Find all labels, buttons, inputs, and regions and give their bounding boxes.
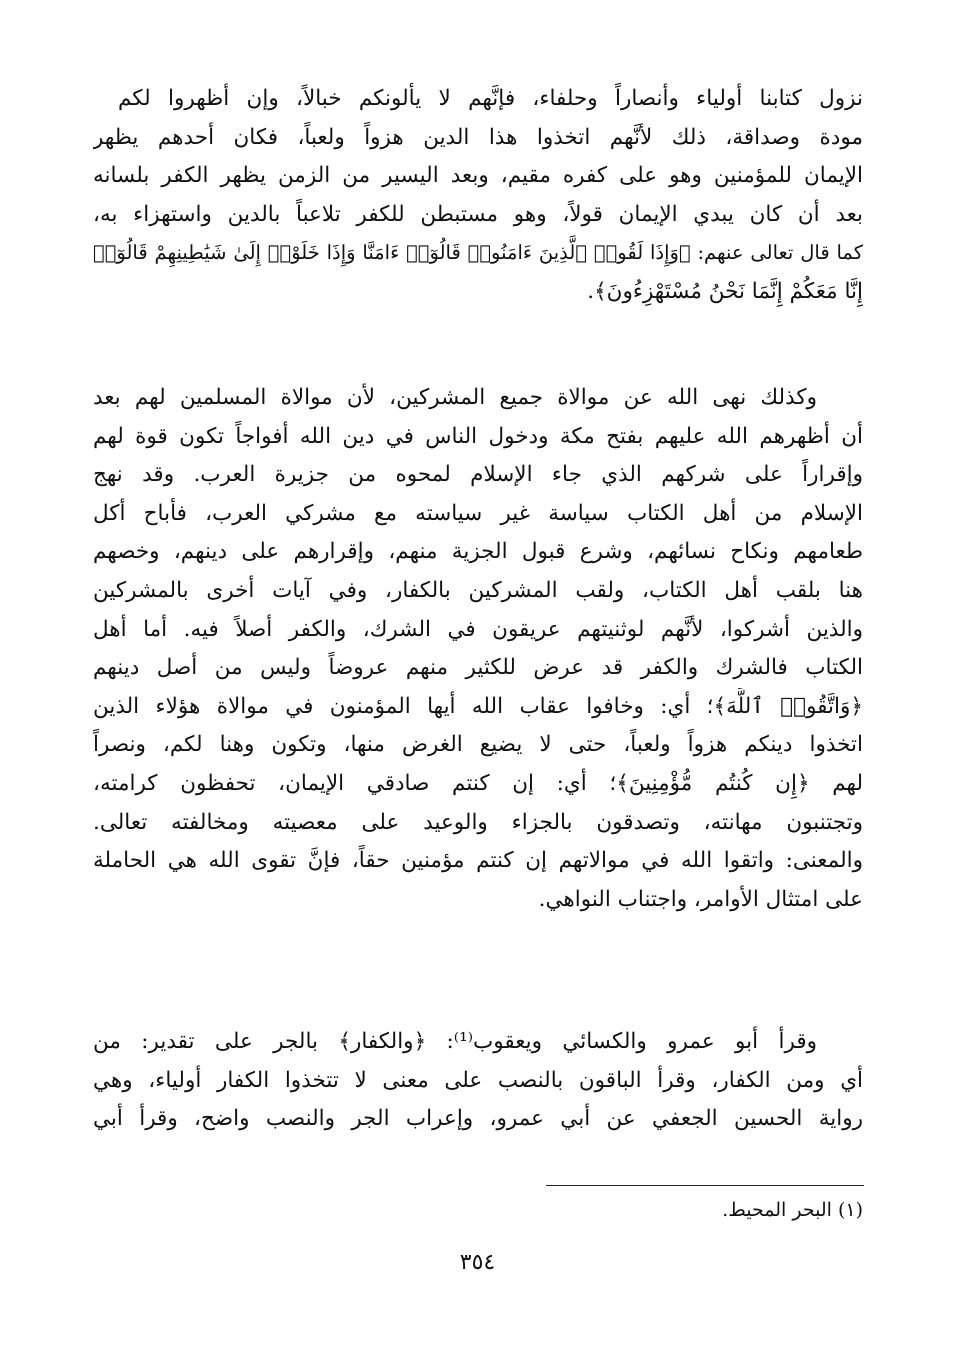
text-line: وقرأ أبو عمرو والكسائي ويعقوب⁽¹⁾: ﴿والكفار﴾ بالجر على تقدير: من [93,1029,817,1054]
text-line: اتخذوا دينكم هزواً ولعباً، حتى لا يضيع الغرض منها، وتكون وهنا لكم، ونصراً [93,732,863,758]
text-line: الكتاب فالشرك والكفر قد عرض للكثير منهم عروضاً وليس من أصل دينهم [93,655,863,681]
footnote-divider [546,1185,864,1186]
text-line: على امتثال الأوامر، واجتناب النواهي. [538,886,863,912]
quran-verse-line: إِنَّا مَعَكُمْ إِنَّمَا نَحْنُ مُسْتَهْزِءُونَ﴾. [587,278,863,304]
text-line: أي ومن الكفار، وقرأ الباقون بالنصب على معنى لا تتخذوا الكفار أولياء، وهي [93,1067,863,1093]
footnote: (١) البحر المحيط. [722,1199,863,1221]
quran-verse-line: كما قال تعالى عنهم: ﴿وَإِذَا لَقُوا۟ ٱلَّذِينَ ءَامَنُوا۟ قَالُوٓا۟ ءَامَنَّا وَإِذَا خَلَوْا۟ إِلَىٰ شَيَٰطِينِهِمْ قَالُوٓا۟ [93,241,863,265]
text-line: وكذلك نهى الله عن موالاة جميع المشركين، لأن موالاة المسلمين لهم بعد [93,385,817,410]
text-line: الإيمان للمؤمنين وهو على كفره مقيم، وبعد اليسير من الزمن يظهر الكفر بلسانه [93,163,863,189]
text-line: بعد أن كان يبدي الإيمان قولاً، وهو مستبطن للكفر تلاعباً بالدين واستهزاء به، [93,201,863,227]
page-number: ٣٥٤ [459,1250,496,1275]
quran-verse-line: لهم ﴿إِن كُنتُم مُّؤْمِنِينَ﴾؛ أي: إن كنتم صادقي الإيمان، تحفظون كرامته، [93,770,863,796]
paragraph-2 [93,379,863,919]
text-line: وتجتنبون مهانته، وتصدقون بالجزاء والوعيد على معصيته ومخالفته تعالى. [93,809,863,835]
text-line: رواية الحسين الجعفي عن أبي عمرو، وإعراب الجر والنصب واضح، وقرأ أبي [93,1106,863,1132]
text-line: هنا بلقب أهل الكتاب، ولقب المشركين بالكفار، وفي آيات أخرى بالمشركين [93,577,863,603]
paragraph-3 [93,1023,863,1139]
quran-verse-line: ﴿وَاتَّقُوا۟ ٱللَّهَ﴾؛ أي: وخافوا عقاب الله أيها المؤمنون في موالاة هؤلاء الذين [93,693,863,719]
text-line: مودة وصداقة، ذلك لأنَّهم اتخذوا هذا الدين هزواً ولعباً، فكان أحدهم يظهر [93,124,863,150]
paragraph-1 [93,80,863,312]
text-line: الإسلام من أهل الكتاب سياسة غير سياسته مع مشركي العرب، فأباح أكل [93,500,863,526]
text-line: والذين أشركوا، لأنَّهم لوثنيتهم عريقون في الشرك، والكفر أصلاً فيه. أما أهل [93,616,863,642]
text-line: أن أظهرهم الله عليهم بفتح مكة ودخول الناس في دين الله أفواجاً تكون قوة لهم [93,423,863,449]
text-line: نزول كتابنا أولياء وأنصاراً وحلفاء، فإنَّهم لا يألونكم خبالاً، وإن أظهروا لكم [118,86,863,111]
text-line: والمعنى: واتقوا الله في موالاتهم إن كنتم مؤمنين حقاً، فإنَّ تقوى الله هي الحاملة [93,848,863,874]
text-line: طعامهم ونكاح نسائهم، وشرع قبول الجزية منهم، وإقرارهم على دينهم، وخصهم [93,539,863,565]
text-line: وإقراراً على شركهم الذي جاء الإسلام لمحوه من جزيرة العرب. وقد نهج [93,462,863,488]
